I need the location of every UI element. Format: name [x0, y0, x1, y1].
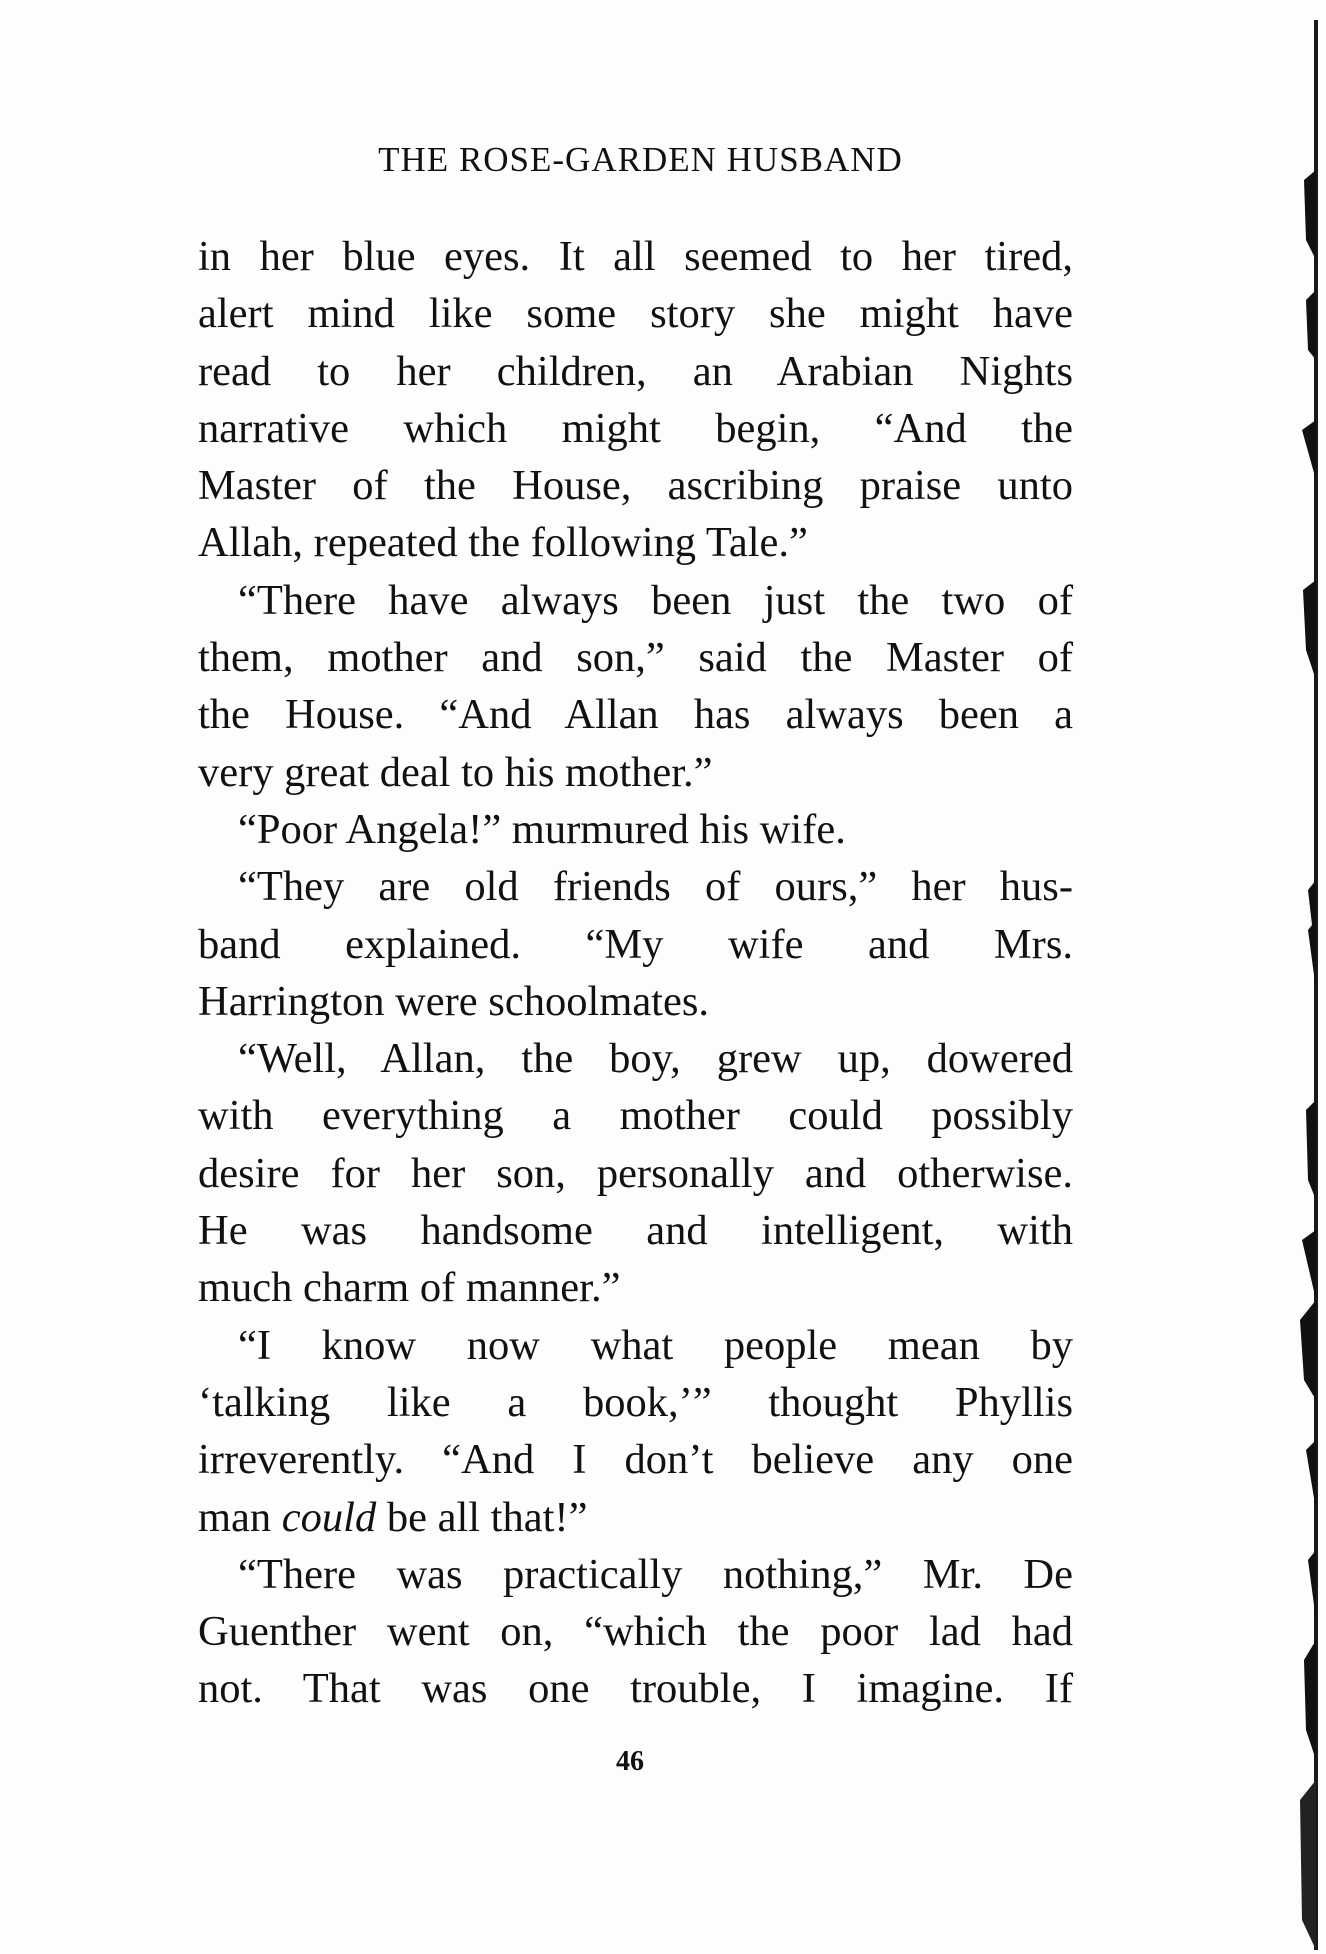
text-line: ‘talking like a book,’” thought Phyllis	[198, 1378, 1073, 1426]
text-line: Master of the House, ascribing praise unto	[198, 462, 1073, 510]
text-line: Harrington were schoolmates.	[198, 977, 710, 1025]
text-line: “There was practically nothing,” Mr. De	[238, 1550, 1073, 1598]
text-run: man	[198, 1493, 282, 1541]
text-line: Allah, repeated the following Tale.”	[198, 519, 808, 567]
text-line: “I know now what people mean by	[238, 1321, 1073, 1369]
paragraph-7	[198, 1546, 1073, 1718]
text-line: the House. “And Allan has always been a	[198, 691, 1073, 739]
text-line: “Well, Allan, the boy, grew up, dowered	[238, 1035, 1073, 1083]
text-line: band explained. “My wife and Mrs.	[198, 920, 1073, 968]
paragraph-4	[198, 858, 1073, 1030]
text-line: very great deal to his mother.”	[198, 748, 713, 796]
text-line: with everything a mother could possibly	[198, 1092, 1073, 1140]
binding-edge	[1256, 0, 1326, 1954]
text-line: “Poor Angela!” murmured his wife.	[238, 805, 846, 853]
text-line: much charm of manner.”	[198, 1264, 621, 1312]
text-line: He was handsome and intelligent, with	[198, 1207, 1073, 1255]
running-head: THE ROSE-GARDEN HUSBAND	[378, 140, 903, 179]
text-line: “There have always been just the two of	[238, 576, 1073, 624]
text-line: irreverently. “And I don’t believe any one	[198, 1436, 1073, 1484]
paragraph-2	[198, 572, 1073, 801]
paragraph-1	[198, 228, 1073, 572]
text-line: desire for her son, personally and otherwise.	[198, 1149, 1073, 1197]
text-line: Guenther went on, “which the poor lad had	[198, 1608, 1073, 1656]
body-text	[198, 228, 1073, 1718]
text-line: not. That was one trouble, I imagine. If	[198, 1665, 1073, 1713]
text-line: “They are old friends of ours,” her hus-	[238, 863, 1073, 911]
text-line: read to her children, an Arabian Nights	[198, 347, 1073, 395]
page-number: 46	[616, 1746, 644, 1777]
text-run: be all that!”	[376, 1493, 588, 1541]
paragraph-3	[198, 801, 1073, 858]
paragraph-6	[198, 1317, 1073, 1546]
text-line: them, mother and son,” said the Master of	[198, 634, 1073, 682]
italic-run: could	[281, 1493, 377, 1541]
text-line: narrative which might begin, “And the	[198, 404, 1073, 452]
paragraph-5	[198, 1030, 1073, 1316]
text-line: alert mind like some story she might have	[198, 290, 1073, 338]
text-line: in her blue eyes. It all seemed to her tired,	[198, 233, 1073, 280]
text-line	[198, 1489, 1073, 1546]
